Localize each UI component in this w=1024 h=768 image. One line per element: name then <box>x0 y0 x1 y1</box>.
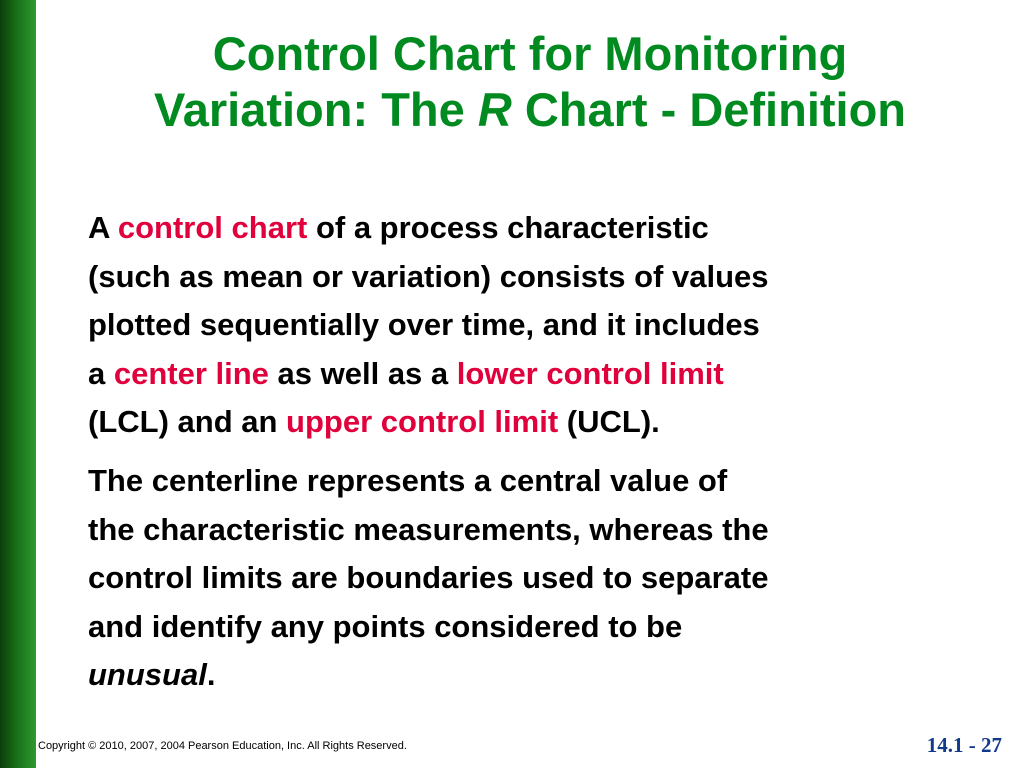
key-term: lower control limit <box>456 355 724 391</box>
body-text: The centerline represents a central value of <box>88 462 728 498</box>
body-text: . <box>206 657 216 693</box>
key-term: upper control limit <box>286 404 559 440</box>
title-line-2-end: Chart - Definition <box>511 83 907 136</box>
title-line-2 <box>36 82 1024 138</box>
slide-body <box>88 204 988 700</box>
body-text: of a process characteristic <box>307 210 709 245</box>
title-line-1: Control Chart for Monitoring <box>212 27 848 80</box>
text-line <box>88 350 988 399</box>
text-line <box>88 506 988 555</box>
key-term: control chart <box>117 210 308 245</box>
text-line <box>88 253 988 302</box>
text-line <box>88 301 988 350</box>
text-line <box>88 457 988 506</box>
text-line <box>88 204 988 253</box>
body-text: a <box>88 355 114 391</box>
body-text: and identify any points considered to be <box>88 608 683 644</box>
emphasis-text: unusual <box>88 657 207 693</box>
text-line <box>88 398 988 447</box>
slide-number: 14.1 - 27 <box>926 733 1002 757</box>
slide-title <box>36 26 1024 138</box>
text-line <box>88 651 988 700</box>
body-text: A <box>88 210 118 245</box>
centerline-paragraph <box>88 457 988 700</box>
sidebar-stripe <box>0 0 36 768</box>
body-text: as well as a <box>268 355 457 391</box>
key-term: center line <box>113 355 269 391</box>
title-line-2-start: Variation: The <box>153 83 478 136</box>
text-line <box>88 603 988 652</box>
body-text: (LCL) and an <box>88 404 287 440</box>
body-text: control limits are boundaries used to separate <box>88 560 769 596</box>
body-text: (such as mean or variation) consists of values <box>88 258 769 294</box>
text-line <box>88 554 988 603</box>
body-text: (UCL). <box>558 404 660 440</box>
definition-paragraph <box>88 204 988 447</box>
body-text: plotted sequentially over time, and it includes <box>88 307 760 343</box>
copyright-notice: Copyright © 2010, 2007, 2004 Pearson Education, Inc. All Rights Reserved. <box>38 740 407 752</box>
title-r-symbol: R <box>477 83 512 136</box>
body-text: the characteristic measurements, whereas the <box>88 511 769 547</box>
